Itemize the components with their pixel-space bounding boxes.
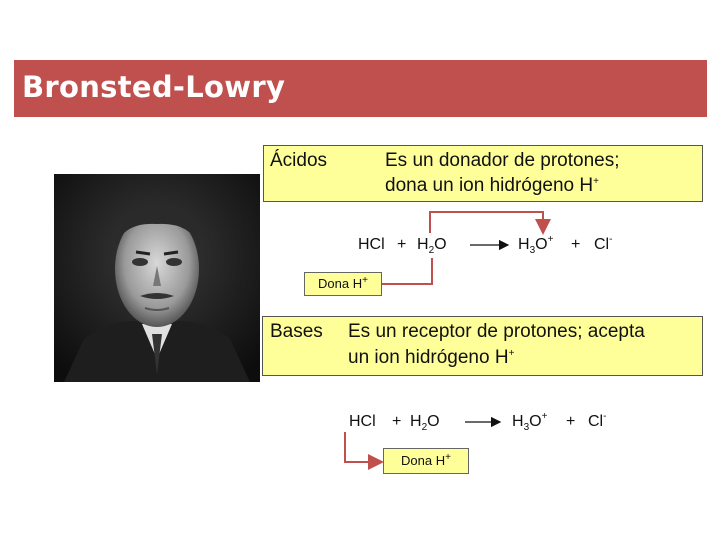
bases-product-hydronium: $H_3O^+$ xyxy=(512,411,548,433)
acidos-plus-2: + xyxy=(571,236,581,253)
bases-reactant-water: $H_2O$ xyxy=(410,413,440,433)
bases-product-chloride: Cl- xyxy=(588,411,607,430)
bases-dona-label: Dona H+ xyxy=(383,448,469,474)
acidos-dona-label: Dona H+ xyxy=(304,272,382,296)
page-title: Bronsted-Lowry xyxy=(22,70,286,104)
bases-plus-1: + xyxy=(392,413,402,430)
acidos-plus-1: + xyxy=(397,236,407,253)
acidos-definition-line2: dona un ion hidrógeno H+ xyxy=(385,175,599,196)
acidos-label: Ácidos xyxy=(270,150,328,171)
bases-reactant-hcl: HCl xyxy=(349,413,376,430)
bases-definition-line1: Es un receptor de protones; acepta xyxy=(348,321,645,342)
bases-label: Bases xyxy=(270,321,323,342)
acidos-reactant-hcl: HCl xyxy=(358,236,385,253)
acidos-proton-arrow xyxy=(430,212,543,233)
bases-plus-2: + xyxy=(566,413,576,430)
acidos-definition-line1: Es un donador de protones; xyxy=(385,150,620,171)
acidos-dona-connector xyxy=(382,258,432,284)
bases-dona-connector xyxy=(345,432,380,462)
bases-definition-line2: un ion hidrógeno H+ xyxy=(348,347,515,368)
acidos-product-chloride: Cl- xyxy=(594,234,613,253)
acidos-product-hydronium: $H_3O^+$ xyxy=(518,234,554,256)
acidos-reactant-water: $H_2O$ xyxy=(417,236,447,256)
